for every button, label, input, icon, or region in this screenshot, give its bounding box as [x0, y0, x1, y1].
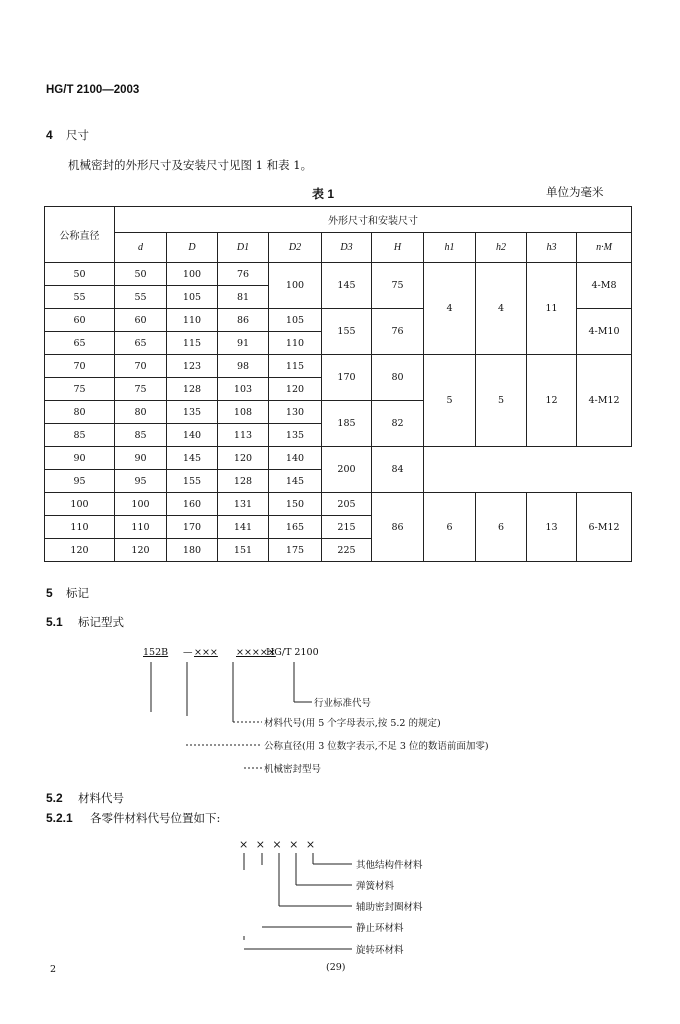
- cell-D1: 98: [218, 355, 269, 378]
- section-5-2-1-title: 各零件材料代号位置如下:: [90, 811, 221, 825]
- cell-D: 123: [167, 355, 218, 378]
- cell-D: 180: [167, 539, 218, 562]
- cell-h3: 13: [527, 493, 577, 562]
- code-model: 152B: [143, 647, 169, 658]
- cell-D: 170: [167, 516, 218, 539]
- cell-d: 110: [115, 516, 167, 539]
- label-aux-seal-ring: 辅助密封圈材料: [356, 902, 423, 913]
- cell-d: 120: [115, 539, 167, 562]
- cell-D: 128: [167, 378, 218, 401]
- cell-D2: 140: [269, 447, 322, 470]
- cell-D: 145: [167, 447, 218, 470]
- cell-h2: 4: [476, 263, 527, 355]
- section-5-2-title: 材料代号: [78, 791, 124, 805]
- cell-D3: 205: [322, 493, 372, 516]
- cell-H: 84: [372, 447, 424, 493]
- cell-nM: 4-M12: [577, 355, 632, 447]
- cell-nominal: 100: [45, 493, 115, 516]
- cell-D2: 145: [269, 470, 322, 493]
- cell-D3: 155: [322, 309, 372, 355]
- cell-h1: 5: [424, 355, 476, 447]
- cell-D1: 86: [218, 309, 269, 332]
- cell-D: 155: [167, 470, 218, 493]
- cell-D1: 113: [218, 424, 269, 447]
- cell-h2: 5: [476, 355, 527, 447]
- cell-nominal: 50: [45, 263, 115, 286]
- cell-d: 90: [115, 447, 167, 470]
- label-rotating-ring: 旋转环材料: [356, 945, 404, 956]
- cell-nominal: 70: [45, 355, 115, 378]
- cell-H: 76: [372, 309, 424, 355]
- section-4-intro: 机械密封的外形尺寸及安装尺寸见图 1 和表 1。: [68, 158, 313, 172]
- cell-nM: 6-M12: [577, 493, 632, 562]
- cell-D: 135: [167, 401, 218, 424]
- code-material: ×××: [194, 647, 218, 658]
- cell-D1: 131: [218, 493, 269, 516]
- code-diameter: ×××××: [236, 647, 276, 658]
- col-D3: D3: [322, 233, 372, 263]
- cell-h1: 4: [424, 263, 476, 355]
- section-5-2-number: 5.2: [46, 791, 63, 805]
- cell-nominal: 75: [45, 378, 115, 401]
- code-dash: —: [183, 647, 193, 658]
- col-h1: h1: [424, 233, 476, 263]
- cell-h3: 11: [527, 263, 577, 355]
- code-standard: HG/T 2100: [266, 647, 319, 658]
- cell-H: 80: [372, 355, 424, 401]
- cell-D2: 100: [269, 263, 322, 309]
- label-industry-code: 行业标准代号: [314, 698, 372, 709]
- section-5-title: 标记: [66, 586, 89, 600]
- cell-h2: 6: [476, 493, 527, 562]
- cell-H: 75: [372, 263, 424, 309]
- table-title: 表 1: [312, 187, 335, 201]
- label-seal-model: 机械密封型号: [264, 764, 322, 775]
- cell-D: 140: [167, 424, 218, 447]
- cell-d: 100: [115, 493, 167, 516]
- cell-D3: 145: [322, 263, 372, 309]
- cell-d: 75: [115, 378, 167, 401]
- col-d: d: [115, 233, 167, 263]
- cell-D1: 91: [218, 332, 269, 355]
- cell-d: 70: [115, 355, 167, 378]
- cell-D1: 120: [218, 447, 269, 470]
- cell-D2: 130: [269, 401, 322, 424]
- cell-D1: 151: [218, 539, 269, 562]
- cell-d: 65: [115, 332, 167, 355]
- center-page-mark: (29): [326, 962, 346, 973]
- cell-d: 50: [115, 263, 167, 286]
- col-h2: h2: [476, 233, 527, 263]
- cell-d: 85: [115, 424, 167, 447]
- table-unit: 单位为毫米: [546, 185, 604, 199]
- col-D: D: [167, 233, 218, 263]
- section-5-1-number: 5.1: [46, 615, 63, 629]
- cell-nominal: 55: [45, 286, 115, 309]
- cell-nM: 4-M8: [577, 263, 632, 309]
- cell-D2: 165: [269, 516, 322, 539]
- cell-D2: 120: [269, 378, 322, 401]
- col-H: H: [372, 233, 424, 263]
- section-5-number: 5: [46, 586, 53, 600]
- section-4-number: 4: [46, 128, 53, 142]
- cell-D3: 215: [322, 516, 372, 539]
- cell-nominal: 65: [45, 332, 115, 355]
- page-number: 2: [50, 964, 57, 975]
- group-header: 外形尺寸和安装尺寸: [115, 207, 632, 233]
- cell-nominal: 120: [45, 539, 115, 562]
- col-D1: D1: [218, 233, 269, 263]
- cell-nominal: 85: [45, 424, 115, 447]
- cell-h1: 6: [424, 493, 476, 562]
- cell-nominal: 95: [45, 470, 115, 493]
- cell-h3: 12: [527, 355, 577, 447]
- col-nM: n·M: [577, 233, 632, 263]
- section-4-title: 尺寸: [66, 128, 89, 142]
- cell-D1: 76: [218, 263, 269, 286]
- cell-nominal: 90: [45, 447, 115, 470]
- label-other-structural: 其他结构件材料: [356, 860, 423, 871]
- material-position-marks: × × × × ×: [239, 838, 318, 851]
- label-material-code: 材料代号(用 5 个字母表示,按 5.2 的规定): [264, 718, 441, 729]
- cell-nominal: 60: [45, 309, 115, 332]
- cell-D1: 103: [218, 378, 269, 401]
- cell-D3: 225: [322, 539, 372, 562]
- cell-D2: 110: [269, 332, 322, 355]
- col-h3: h3: [527, 233, 577, 263]
- cell-nominal: 80: [45, 401, 115, 424]
- cell-D3: 185: [322, 401, 372, 447]
- cell-d: 95: [115, 470, 167, 493]
- cell-D2: 115: [269, 355, 322, 378]
- cell-D3: 170: [322, 355, 372, 401]
- cell-D1: 108: [218, 401, 269, 424]
- cell-D3: 200: [322, 447, 372, 493]
- section-5-2-1-number: 5.2.1: [46, 811, 73, 825]
- label-spring: 弹簧材料: [356, 881, 395, 892]
- cell-nM: 4-M10: [577, 309, 632, 355]
- cell-D: 105: [167, 286, 218, 309]
- cell-d: 55: [115, 286, 167, 309]
- cell-D: 110: [167, 309, 218, 332]
- cell-D1: 81: [218, 286, 269, 309]
- cell-H: 86: [372, 493, 424, 562]
- cell-d: 80: [115, 401, 167, 424]
- cell-D: 160: [167, 493, 218, 516]
- label-nominal-diameter: 公称直径(用 3 位数字表示,不足 3 位的数语前面加零): [264, 741, 489, 752]
- cell-nominal: 110: [45, 516, 115, 539]
- cell-D2: 150: [269, 493, 322, 516]
- cell-D: 115: [167, 332, 218, 355]
- cell-D1: 141: [218, 516, 269, 539]
- cell-d: 60: [115, 309, 167, 332]
- section-5-1-title: 标记型式: [78, 615, 124, 629]
- standard-code: HG/T 2100—2003: [46, 84, 140, 96]
- cell-D2: 175: [269, 539, 322, 562]
- cell-D2: 105: [269, 309, 322, 332]
- cell-D2: 135: [269, 424, 322, 447]
- nominal-diameter-header: 公称直径: [45, 207, 115, 263]
- cell-D: 100: [167, 263, 218, 286]
- label-stationary-ring: 静止环材料: [356, 923, 404, 934]
- cell-D1: 128: [218, 470, 269, 493]
- col-D2: D2: [269, 233, 322, 263]
- cell-H: 82: [372, 401, 424, 447]
